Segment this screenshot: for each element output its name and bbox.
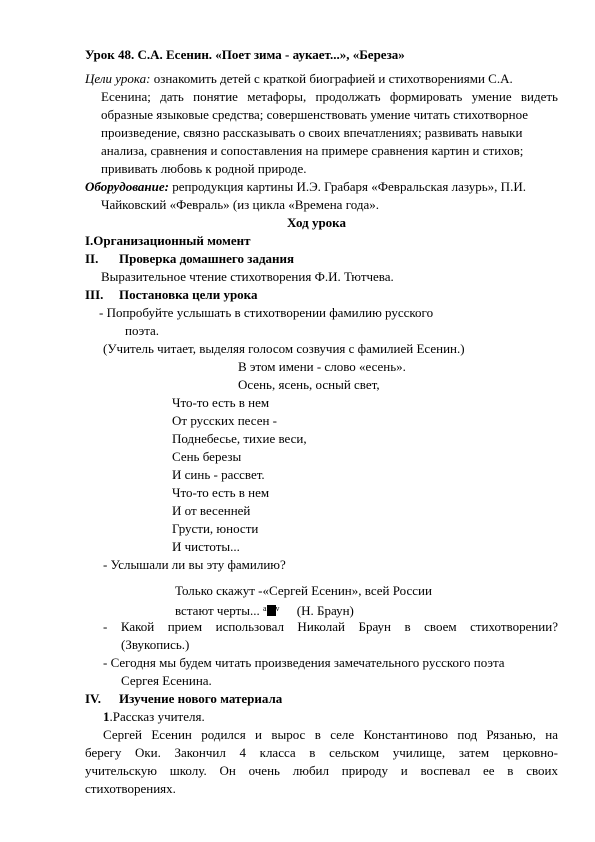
poem-line-9: И от весенней: [172, 503, 251, 518]
scan-artifact-block: [267, 605, 276, 616]
story-heading: [103, 709, 205, 725]
story-line-1: [103, 727, 558, 743]
goals-line-5: анализа, сравнения и сопоставления на примере сравнения картин и стихов;: [101, 143, 524, 158]
story-line-4: стихотворениях.: [85, 781, 176, 796]
poem-line-11: И чистоты...: [172, 539, 240, 554]
poem-line-2: Осень, ясень, осный свет,: [238, 377, 380, 392]
goals-label: Цели урока:: [85, 71, 151, 86]
equipment-line-1: [85, 179, 526, 195]
quote-line-2: [175, 601, 354, 619]
goals-line-1: [85, 71, 558, 87]
lesson-title: Урок 48. С.А. Есенин. «Поет зима - аукает...», «Береза»: [85, 47, 405, 62]
equipment-line-2: Чайковский «Февраль» (из цикла «Времена года».: [101, 197, 379, 212]
poem-line-10: Грусти, юности: [172, 521, 259, 536]
story-text-3: учительскую школу. Он очень любил природу и воспевал ее в своих: [85, 763, 558, 778]
poem-line-4: От русских песен -: [172, 413, 277, 428]
story-text-1: Сергей Есенин родился и вырос в селе Константиново под Рязанью, на: [103, 727, 558, 742]
quote-line-1: Только скажут -«Сергей Есенин», всей России: [175, 583, 432, 598]
story-text-2: берегу Оки. Закончил 4 класса в сельском училище, затем церковно-: [85, 745, 558, 760]
goals-line-6: прививать любовь к родной природе.: [101, 161, 307, 176]
quote-author: (Н. Браун): [296, 603, 354, 618]
poem-line-1: В этом имени - слово «есень».: [238, 359, 406, 374]
question-1-line-2: поэта.: [125, 323, 160, 338]
story-line-3: [85, 763, 558, 779]
question-2: - Услышали ли вы эту фамилию?: [103, 557, 286, 572]
poem-line-7: И синь - рассвет.: [172, 467, 265, 482]
question-3-line-2: (Звукопись.): [121, 637, 190, 652]
goals-text-1: ознакомить детей с краткой биографией и стихотворениями С.А.: [153, 71, 513, 86]
scan-artifact-mark-2: v: [275, 604, 280, 613]
poem-line-3: Что-то есть в нем: [172, 395, 270, 410]
question-4-line-1: - Сегодня мы будем читать произведения замечательного русского поэта: [103, 655, 505, 670]
goals-line-3: образные языковые средства; совершенствовать умение читать стихотворное: [101, 107, 529, 122]
lesson-progress-heading: Ход урока: [287, 215, 346, 230]
equipment-label: Оборудование:: [85, 179, 169, 194]
section-4-heading: Изучение нового материала: [119, 691, 283, 706]
story-line-2: [85, 745, 558, 761]
goals-line-4: произведение, связно рассказывать о своих впечатлениях; развивать навыки: [101, 125, 523, 140]
poem-line-6: Сень березы: [172, 449, 242, 464]
section-2-number: II.: [85, 251, 99, 266]
teacher-note: (Учитель читает, выделяя голосом созвучия с фамилией Есенин.): [103, 341, 465, 356]
section-2-heading: Проверка домашнего задания: [119, 251, 295, 266]
section-1-heading: I.Организационный момент: [85, 233, 251, 248]
story-label: .Рассказ учителя.: [109, 709, 205, 724]
quote-text-2: встают черты...: [175, 603, 260, 618]
poem-line-8: Что-то есть в нем: [172, 485, 270, 500]
poem-line-5: Поднебесье, тихие веси,: [172, 431, 307, 446]
section-2-text: Выразительное чтение стихотворения Ф.И. Тютчева.: [101, 269, 394, 284]
question-4-line-2: Сергея Есенина.: [121, 673, 212, 688]
section-3-heading: Постановка цели урока: [119, 287, 258, 302]
scan-artifact-mark: a: [262, 604, 267, 613]
equipment-text-1: репродукция картины И.Э. Грабаря «Февральская лазурь», П.И.: [172, 179, 526, 194]
goals-text-2: Есенина; дать понятие метафоры, продолжать формировать умение видеть: [101, 89, 558, 104]
question-3-line-1: [103, 619, 558, 635]
question-1-line-1: - Попробуйте услышать в стихотворении фамилию русского: [99, 305, 434, 320]
story-number: 1: [103, 709, 110, 724]
section-3-number: III.: [85, 287, 104, 302]
goals-line-2: [101, 89, 558, 105]
question-3-text: - Какой прием использовал Николай Браун в своем стихотворении?: [103, 619, 558, 634]
section-4-number: IV.: [85, 691, 102, 706]
